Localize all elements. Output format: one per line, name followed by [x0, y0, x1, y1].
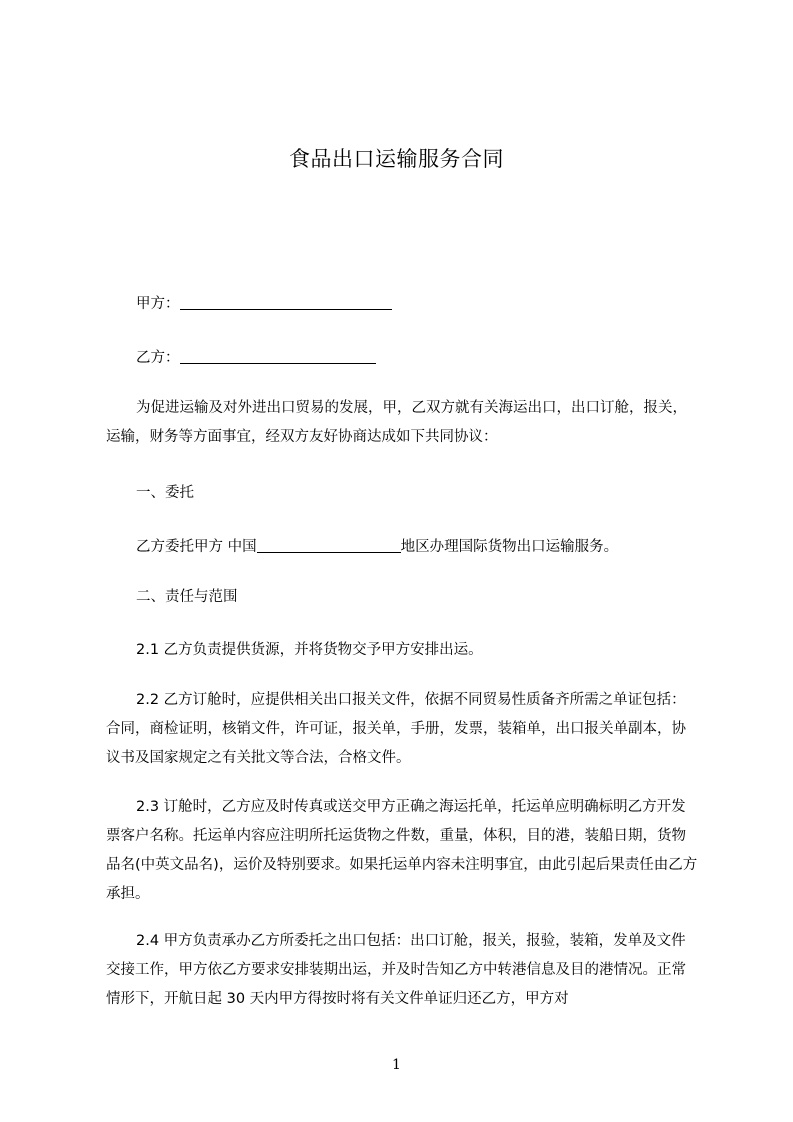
clause-2-4: [106, 927, 700, 1015]
section1-heading: 一、委托: [136, 485, 194, 501]
page-title: 食品出口运输服务合同: [289, 147, 504, 171]
party-b-label: 乙方：: [136, 350, 180, 366]
intro-paragraph: [106, 394, 700, 452]
intro-text: 为促进运输及对外进出口贸易的发展，甲，乙双方就有关海运出口，出口订舱，报关，运输，财务等方面事宜，经双方友好协商达成如下共同协议：: [106, 400, 687, 445]
party-b-line: [136, 346, 376, 367]
page-number: 1: [392, 1057, 401, 1073]
clause-2-4-text: 2.4 甲方负责承办乙方所委托之出口包括：出口订舱，报关，报验，装箱，发单及文件交接工作，甲方依乙方要求安排装期出运，并及时告知乙方中转港信息及目的港情况。正常情形下，开航日起 30 天内甲方得按时将有关文件单证归还乙方，甲方对: [106, 933, 686, 1007]
clause-2-2-text: 2.2 乙方订舱时，应提供相关出口报关文件，依据不同贸易性质备齐所需之单证包括：合同，商检证明，核销文件，许可证，报关单，手册，发票，装箱单，出口报关单副本，协议书及国家规定之有关批文等合法，合格文件。: [106, 692, 686, 766]
party-a-label: 甲方：: [136, 296, 180, 312]
clause-2-1: 2.1 乙方负责提供货源，并将货物交予甲方安排出运。: [136, 642, 483, 658]
clause-2-2: [106, 686, 700, 773]
section1-text-before: 乙方委托甲方 中国: [136, 539, 257, 555]
region-blank: [257, 538, 401, 553]
party-a-line: [136, 292, 392, 313]
party-b-blank: [180, 349, 376, 364]
party-a-blank: [180, 295, 392, 310]
clause-2-3-text: 2.3 订舱时，乙方应及时传真或送交甲方正确之海运托单，托运单应明确标明乙方开发票客户名称。托运单内容应注明所托运货物之件数，重量，体积，目的港，装船日期，货物品名(中英文品名)，运价及特别要求。如果托运单内容未注明事宜，由此引起后果责任由乙方承担。: [106, 799, 698, 902]
section1-text-after: 地区办理国际货物出口运输服务。: [400, 539, 619, 555]
section2-heading: 二、责任与范围: [136, 589, 238, 605]
clause-2-3: [106, 793, 700, 909]
section1-text: [136, 535, 618, 556]
